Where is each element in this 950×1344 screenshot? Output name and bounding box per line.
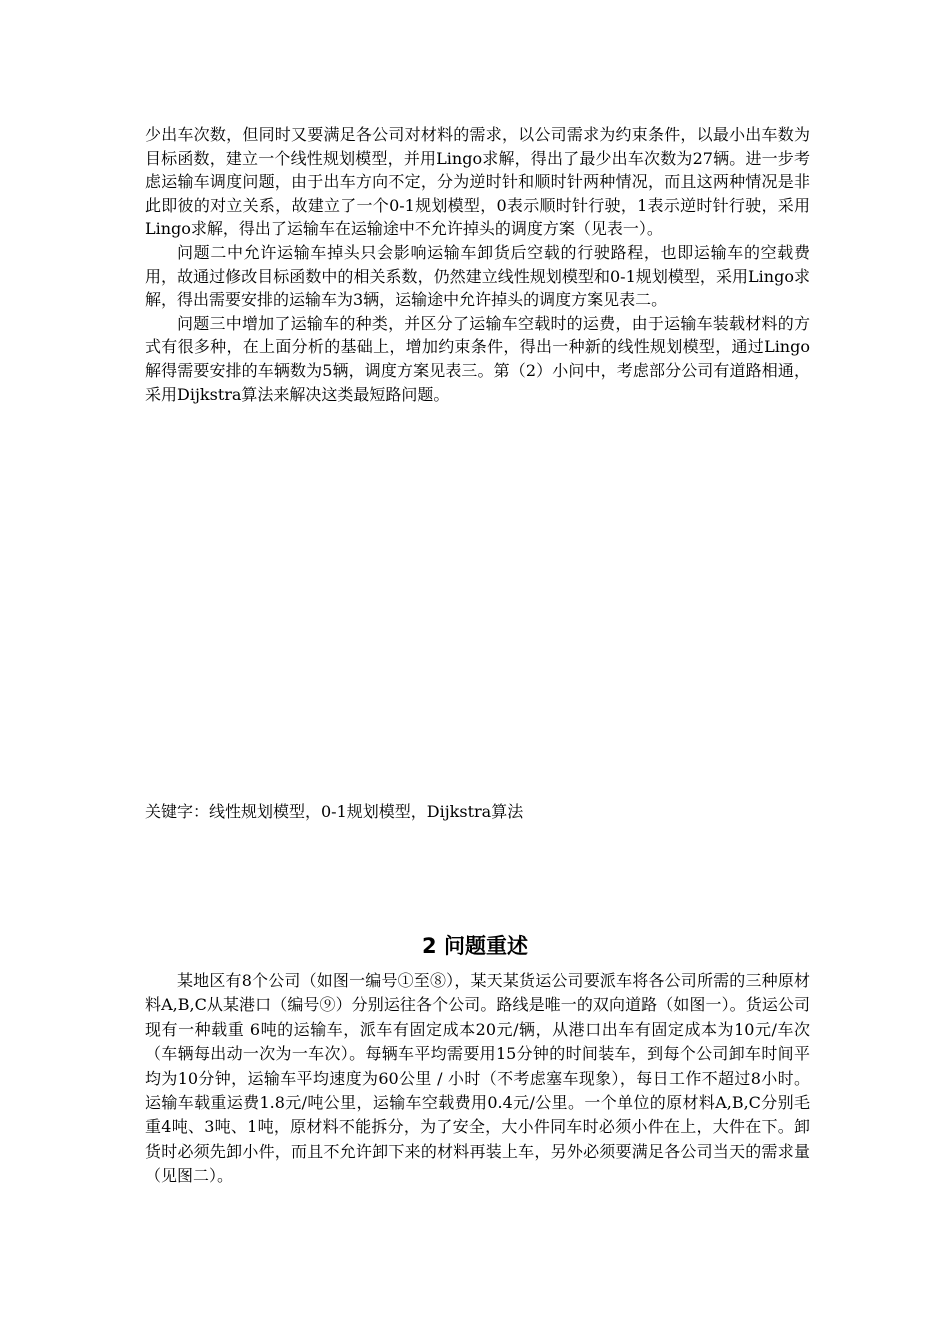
problem-restatement-section bbox=[145, 969, 810, 1189]
abstract-paragraph-3: 问题三中增加了运输车的种类，并区分了运输车空载时的运费，由于运输车装载材料的方式有很多种，在上面分析的基础上，增加约束条件，得出一种新的线性规划模型，通过Lingo解得需要安排的车辆数为5辆，调度方案见表三。第（2）小问中，考虑部分公司有道路相通，采用Dijkstra算法来解决这类最短路问题。 bbox=[145, 313, 810, 404]
abstract-paragraph-1: 少出车次数，但同时又要满足各公司对材料的需求，以公司需求为约束条件，以最小出车数为目标函数，建立一个线性规划模型，并用Lingo求解，得出了最少出车次数为27辆。进一步考虑运输车调度问题，由于出车方向不定，分为逆时针和顺时针两种情况，而且这两种情况是非此即彼的对立关系，故建立了一个0-1规划模型，0表示顺时针行驶，1表示逆时针行驶，采用Lingo求解，得出了运输车在运输途中不允许掉头的调度方案（见表一）。 bbox=[145, 125, 810, 239]
problem-restatement-paragraph: 某地区有8个公司（如图一编号①至⑧），某天某货运公司要派车将各公司所需的三种原材料A,B,C从某港口（编号⑨）分别运往各个公司。路线是唯一的双向道路（如图一）。货运公司现有一种载重 6吨的运输车，派车有固定成本20元/辆，从港口出车有固定成本为10元/车次（车辆每出动一次为一车次）。每辆车平均需要用15分钟的时间装车，到每个公司卸车时间平均为10分钟，运输车平均速度为60公里 / 小时（不考虑塞车现象），每日工作不超过8小时。运输车载重运费1.8元/吨公里，运输车空载费用0.4元/公里。一个单位的原材料A,B,C分别毛重4吨、3吨、1吨，原材料不能拆分，为了安全，大小件同车时必须小件在上，大件在下。卸货时必须先卸小件，而且不允许卸下来的材料再装上车，另外必须要满足各公司当天的需求量（见图二）。 bbox=[145, 971, 810, 1186]
abstract-section bbox=[145, 123, 810, 406]
abstract-paragraph-2: 问题二中允许运输车掉头只会影响运输车卸货后空载的行驶路程，也即运输车的空载费用，故通过修改目标函数中的相关系数，仍然建立线性规划模型和0-1规划模型，采用Lingo求解，得出需要安排的运输车为3辆，运输途中允许掉头的调度方案见表二。 bbox=[145, 242, 810, 310]
keywords-line: 关键字：线性规划模型，0-1规划模型，Dijkstra算法 bbox=[145, 802, 524, 821]
section-heading-problem-restatement: 2 问题重述 bbox=[422, 934, 528, 958]
